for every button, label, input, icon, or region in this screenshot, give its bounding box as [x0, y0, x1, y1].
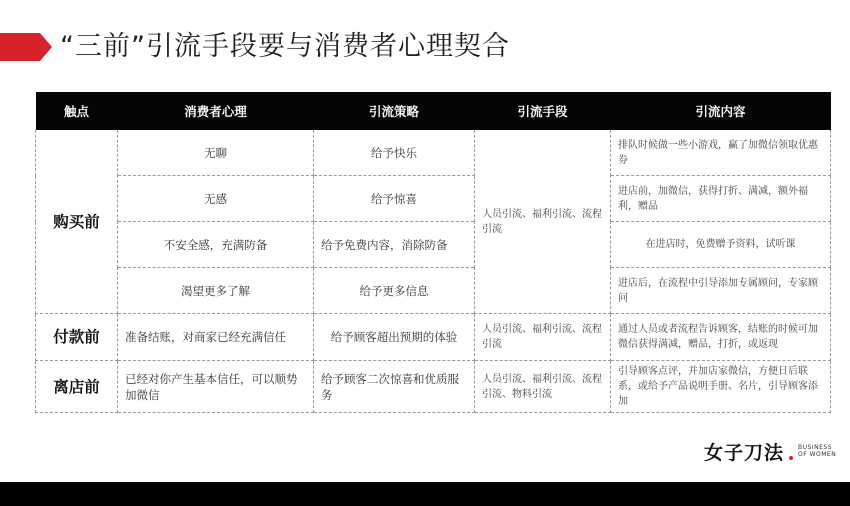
strategy-cell: 给予顾客二次惊喜和优质服务 [314, 361, 475, 413]
means-cell: 人员引流、福利引流、流程引流 [475, 130, 611, 314]
touch-leave: 离店前 [36, 361, 118, 413]
psychology-cell: 渴望更多了解 [118, 268, 314, 314]
strategy-cell: 给予顾客超出预期的体验 [314, 314, 475, 361]
touch-buy: 购买前 [36, 130, 118, 314]
psychology-cell: 已经对你产生基本信任，可以顺势加微信 [118, 361, 314, 413]
header-strategy: 引流策略 [314, 92, 475, 130]
strategy-cell: 给予快乐 [314, 130, 475, 176]
brand-logo [704, 438, 836, 464]
strategy-table [35, 92, 831, 413]
means-cell: 人员引流、福利引流、流程引流、物料引流 [475, 361, 611, 413]
content-cell: 排队时候做一些小游戏，赢了加微信领取优惠券 [611, 130, 831, 176]
page-title: “三前”引流手段要与消费者心理契合 [60, 31, 510, 62]
accent-arrow-icon [0, 33, 52, 61]
psychology-cell: 无聊 [118, 130, 314, 176]
content-cell: 通过人员或者流程告诉顾客，结账的时候可加微信获得满减，赠品，打折，或返现 [611, 314, 831, 361]
logo-dot-icon [789, 456, 793, 460]
table-row [36, 130, 831, 176]
header-psychology: 消费者心理 [118, 92, 314, 130]
table-row [36, 176, 831, 222]
strategy-cell: 给予更多信息 [314, 268, 475, 314]
logo-en-line2: OF WOMEN [798, 451, 837, 458]
content-cell: 进店前，加微信，获得打折、满减，额外福利，赠品 [611, 176, 831, 222]
logo-english [798, 444, 836, 458]
header-means: 引流手段 [475, 92, 611, 130]
psychology-cell: 不安全感，充满防备 [118, 222, 314, 268]
header-touch: 触点 [36, 92, 118, 130]
bottom-bar [0, 482, 850, 506]
content-cell: 引导顾客点评，并加店家微信，方便日后联系，或给予产品说明手册、名片，引导顾客添加 [611, 361, 831, 413]
means-cell: 人员引流、福利引流、流程引流 [475, 314, 611, 361]
table-row [36, 314, 831, 361]
psychology-cell: 准备结账，对商家已经充满信任 [118, 314, 314, 361]
header-content: 引流内容 [611, 92, 831, 130]
logo-en-line1: BUSINESS [798, 444, 832, 451]
table-row [36, 361, 831, 413]
logo-mark: 女子刀法 [704, 441, 785, 464]
table-header-row [36, 92, 831, 130]
strategy-cell: 给予惊喜 [314, 176, 475, 222]
table-row [36, 222, 831, 268]
content-cell: 在进店时，免费赠予资料，试听课 [611, 222, 831, 268]
strategy-cell: 给予免费内容，消除防备 [314, 222, 475, 268]
touch-pay: 付款前 [36, 314, 118, 361]
table-row [36, 268, 831, 314]
psychology-cell: 无感 [118, 176, 314, 222]
content-cell: 进店后，在流程中引导添加专属顾问，专家顾问 [611, 268, 831, 314]
